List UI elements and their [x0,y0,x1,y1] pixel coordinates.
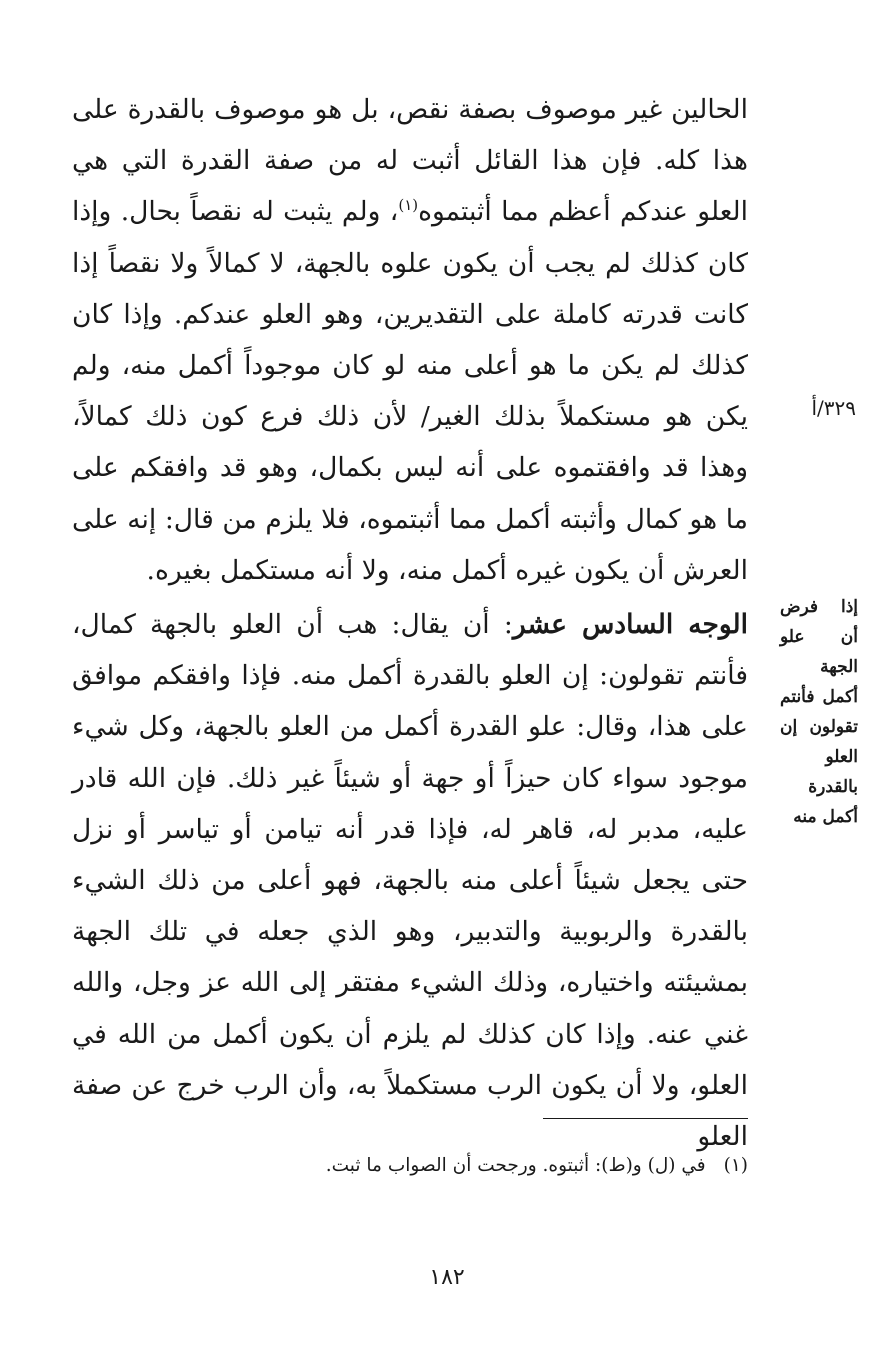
footnote [200,1150,748,1182]
footnote-separator [543,1118,748,1119]
paragraph-1 [72,84,748,596]
margin-summary-note: إذا فرض أن علو الجهة أكمل فأنتم تقولون إن العلو بالقدرة أكمل منه [780,597,858,827]
manuscript-folio-reference: ٣٢٩/أ [811,396,856,420]
footnote-text: في (ل) و(ط): أثبتوه. ورجحت أن الصواب ما ثبت. [325,1155,706,1176]
section-heading: الوجه السادس عشر [512,609,748,641]
main-text [72,84,748,1162]
page-number: ١٨٢ [429,1265,465,1290]
footnote-marker[interactable]: (١) [398,196,419,215]
paragraph-2-body: : أن يقال: هب أن العلو بالجهة كمال، فأنتم تقولون: إن العلو بالقدرة أكمل منه. فإذا وافقكم موافق على هذا، وقال: علو القدرة أكمل من العلو بالجهة، وكل شيء موجود سواء كان حيزاً أو جهة أو شيئاً غير ذلك. فإن الله قادر عليه، مدبر له، قاهر له، فإذا قدر أنه تيامن أو تياسر أو نزل حتى يجعل شيئاً أعلى منه بالجهة، فهو أعلى من ذلك الشيء بالقدرة والربوبية والتدبير، وهو الذي جعله في تلك الجهة بمشيئته واختياره، وذلك الشيء مفتقر إلى الله عز وجل، والله غني عنه. وإذا كان كذلك لم يلزم أن يكون أكمل من الله في العلو، ولا أن يكون الرب مستكملاً به، وأن الرب خرج عن صفة العلو [72,609,748,1153]
paragraph-2 [72,599,748,1162]
paragraph-1-part-1: الحالين غير موصوف بصفة نقص، بل هو موصوف بالقدرة على هذا كله. فإن هذا القائل أثبت له من صفة القدرة التي هي العلو عندكم أعظم مما أثبتموه [72,94,748,228]
paragraph-1-part-2: ، ولم يثبت له نقصاً بحال. وإذا كان كذلك لم يجب أن يكون علوه بالجهة، لا كمالاً ولا نقصاً إذا كانت قدرته كاملة على التقديرين، وهو العلو عندكم. وإذا كان كذلك لم يكن ما هو أعلى منه لو كان موجوداً أكمل منه، ولم يكن هو مستكملاً بذلك الغير/ لأن ذلك فرع كون ذلك كمالاً، وهذا قد وافقتموه على أنه ليس بكمال، وهو قد وافقكم على ما هو كمال وأثبته أكمل مما أثبتموه، فلا يلزم من قال: إنه على العرش أن يكون غيره أكمل منه، ولا أنه مستكمل بغيره. [72,196,748,586]
footnote-number: (١) [723,1155,748,1176]
